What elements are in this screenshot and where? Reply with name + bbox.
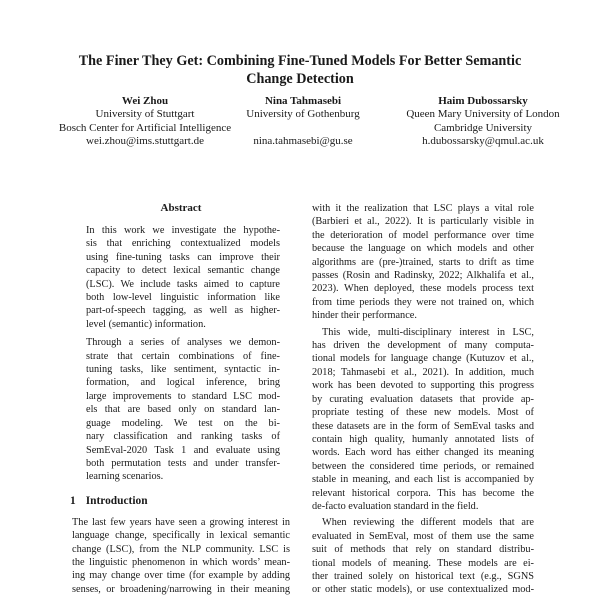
text-line: suit of methods that rely on standard distribu-: [312, 544, 534, 556]
text-line: words. Each word has either changed its meaning: [312, 447, 534, 459]
text-line: In this work we investigate the hypothe-: [86, 225, 280, 236]
text-line: between the considered time periods, or remained: [312, 460, 534, 472]
section-number: 1: [70, 494, 76, 507]
text-line: contain high quality, humanly annotated lists of: [312, 433, 534, 445]
text-line: nary classification and ranking tasks of: [86, 431, 280, 443]
left-column: [72, 202, 290, 598]
text-line: these datasets are in the form of SemEval tasks and: [312, 420, 534, 432]
text-line: work has been devoted to supporting this progress: [312, 380, 534, 392]
text-line: (Barbieri et al., 2022). It is particularly visible in: [312, 216, 534, 228]
title-line: The Finer They Get: Combining Fine-Tuned Models For Better Semantic: [78, 53, 522, 69]
text-line: learning scenarios.: [86, 471, 164, 483]
title-line: Change Detection: [246, 71, 354, 87]
text-line: The last few years have seen a growing interest in: [72, 516, 290, 528]
text-line: tional models of meaning. These models are ei-: [312, 557, 534, 569]
body-paragraph: [312, 326, 534, 514]
text-line: using fine-tuning tasks can improve their: [86, 251, 280, 263]
section-title-text: Introduction: [85, 494, 148, 507]
author-name: Haim Dubossarsky: [438, 95, 528, 107]
text-line: evaluated in SemEval, most of them use the same: [312, 530, 534, 542]
abstract-heading: Abstract: [160, 202, 202, 214]
text-line: with it the realization that LSC plays a vital role: [312, 203, 534, 214]
text-line: ing may change over time (for example by adding: [72, 570, 290, 582]
paper-title: [60, 52, 540, 88]
author-nina-tahmasebi: [228, 95, 378, 149]
author-affiliation: Bosch Center for Artificial Intelligence: [58, 121, 232, 134]
text-line: language change, specifically in lexical semantic: [72, 530, 290, 542]
abstract-paragraph: [86, 336, 280, 483]
abstract-paragraph: [86, 224, 280, 331]
text-line: by curating evaluation datasets that provide ap-: [312, 393, 534, 405]
text-line: the linguistic phenomenon in which words’ mean-: [72, 556, 290, 568]
right-column: [312, 202, 534, 600]
author-spacer: [228, 122, 378, 135]
text-line: level (semantic) information.: [86, 318, 206, 330]
text-line: strate that certain combinations of fine-: [86, 350, 280, 362]
text-line: or other static models), or use contextualized mod-: [312, 584, 534, 596]
text-line: hinder their performance.: [312, 310, 417, 322]
text-line: both low-level linguistic information like: [86, 292, 280, 304]
text-line: formation, and logical inference, bring: [86, 377, 280, 389]
text-line: large improvements to standard LSC mod-: [86, 390, 280, 402]
body-paragraph: [312, 516, 534, 596]
text-line: (LSC). We include tasks aimed to capture: [86, 278, 280, 290]
text-line: When reviewing the different models that are: [322, 517, 534, 529]
text-line: guage modeling. We test on the bi-: [86, 417, 280, 429]
text-line: sis that enriching contextualized models: [86, 238, 280, 250]
author-affiliation: University of Gothenburg: [246, 108, 360, 121]
text-line: the deterioration of model performance over time: [312, 229, 534, 241]
abstract-body: [72, 224, 290, 484]
text-line: SemEval-2020 Task 1 and evaluate using: [86, 444, 280, 456]
text-line: relevant historical corpora. This has become the: [312, 487, 534, 499]
author-haim-dubossarsky: [373, 95, 593, 149]
author-name: Nina Tahmasebi: [264, 95, 342, 107]
text-line: from time periods they were not trained on, which: [312, 296, 534, 308]
author-affiliation: Cambridge University: [433, 121, 533, 134]
section-heading-introduction: [70, 494, 290, 508]
text-line: 2018; Tahmasebi et al., 2021). In addition, much: [312, 366, 534, 378]
text-line: 2023). When deployed, these models process text: [312, 283, 534, 295]
text-line: both permutation tests and under transfer-: [86, 457, 280, 469]
text-line: tuning tasks, like sentiment, syntactic in-: [86, 364, 280, 376]
text-line: change (LSC), from the NLP community. LSC is: [72, 543, 290, 555]
text-line: senses, or broadening/narrowing in their meaning: [72, 583, 290, 595]
text-line: passes (Rosin and Radinsky, 2022; Alkhalifa et al.,: [312, 270, 534, 282]
text-line: stable in meaning, and each list is accompanied by: [312, 474, 534, 486]
text-line: de-facto evaluation standard in the field.: [312, 500, 479, 512]
text-line: capacity to detect lexical semantic change: [86, 265, 280, 277]
introduction-paragraph: [72, 516, 290, 596]
author-affiliation: University of Stuttgart: [95, 108, 195, 121]
text-line: Through a series of analyses we demon-: [86, 337, 280, 349]
text-line: has driven the development of many computa-: [312, 340, 534, 352]
text-line: This wide, multi-disciplinary interest in LSC,: [322, 326, 534, 338]
author-email: h.dubossarsky@qmul.ac.uk: [422, 135, 544, 148]
text-line: els that are based only on standard lan-: [86, 404, 280, 416]
text-line: algorithms are (pre-)trained, starts to drift as time: [312, 256, 534, 268]
author-email: wei.zhou@ims.stuttgart.de: [86, 135, 204, 148]
text-line: propriate testing of these new models. Most of: [312, 407, 534, 419]
author-email: nina.tahmasebi@gu.se: [253, 135, 353, 148]
author-affiliation: Queen Mary University of London: [406, 108, 560, 121]
text-line: tional models for language change (Kutuzov et al.,: [312, 353, 534, 365]
text-line: ther trained solely on historical text (e.g., SGNS: [312, 570, 534, 582]
body-paragraph: [312, 202, 534, 323]
text-line: because the language on which models and other: [312, 243, 534, 255]
author-name: Wei Zhou: [121, 95, 169, 107]
text-line: part-of-speech tagging, as well as higher-: [86, 305, 280, 317]
